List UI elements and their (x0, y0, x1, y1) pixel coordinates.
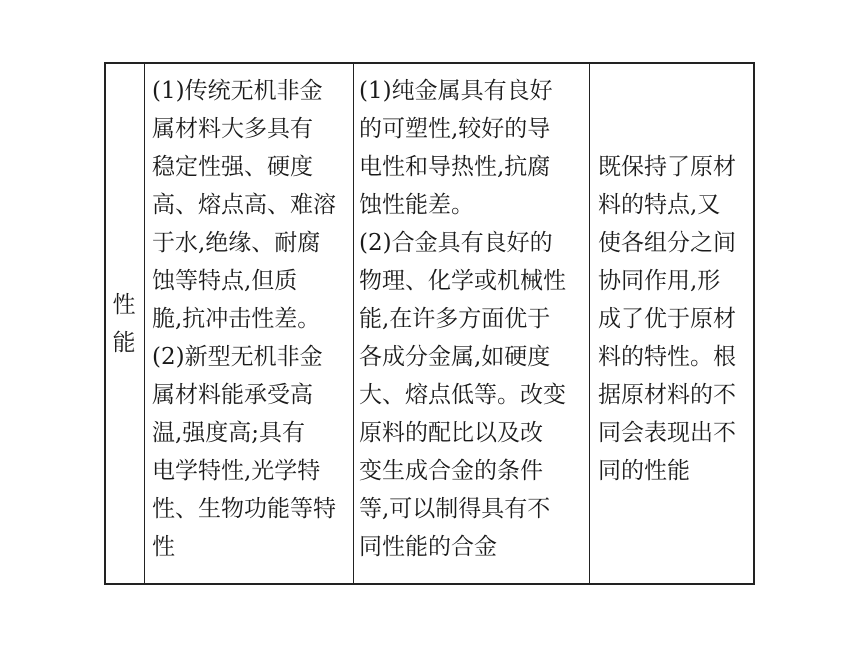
text-line: 性、生物功能等特 (152, 496, 336, 522)
text-line: 于水,绝缘、耐腐 (152, 230, 321, 256)
text-line: 据原材料的不 (598, 382, 736, 408)
text-line: 各成分金属,如硬度 (359, 344, 551, 370)
text-line: 成了优于原材 (598, 306, 736, 332)
col-divider-2 (353, 62, 354, 585)
text-line: (1)传统无机非金 (152, 78, 323, 104)
table-right-border (753, 62, 755, 585)
text-line: 温,强度高;具有 (152, 420, 306, 446)
text-line: 脆,抗冲击性差。 (152, 306, 321, 332)
text-line: 同性能的合金 (359, 534, 497, 560)
text-line: 物理、化学或机械性 (359, 268, 566, 294)
table-top-border (104, 62, 755, 64)
properties-table (104, 62, 755, 585)
text-line: 大、熔点低等。改变 (359, 382, 566, 408)
text-line: 电性和导热性,抗腐 (359, 154, 551, 180)
text-line: 既保持了原材 (598, 154, 736, 180)
text-line: 原料的配比以及改 (359, 420, 543, 446)
text-line: 高、熔点高、难溶 (152, 192, 336, 218)
text-line: 属材料大多具有 (152, 116, 313, 142)
text-line: 属材料能承受高 (152, 382, 313, 408)
cell-inorganic-materials (152, 72, 348, 566)
col-divider-1 (144, 62, 145, 585)
text-line: 料的特性。根 (598, 344, 736, 370)
text-line: 性 (152, 534, 175, 560)
text-line: 协同作用,形 (598, 268, 721, 294)
text-line: 变生成合金的条件 (359, 458, 543, 484)
text-line: 料的特点,又 (598, 192, 721, 218)
col-divider-3 (589, 62, 590, 585)
text-line: (2)合金具有良好的 (359, 230, 553, 256)
text-line: 能,在许多方面优于 (359, 306, 551, 332)
text-line: 等,可以制得具有不 (359, 496, 551, 522)
row-label-char-1: 性 (112, 291, 136, 318)
row-label (104, 62, 144, 585)
text-line: (1)纯金属具有良好 (359, 78, 553, 104)
cell-metal-materials (359, 72, 587, 566)
text-line: (2)新型无机非金 (152, 344, 323, 370)
text-line: 的可塑性,较好的导 (359, 116, 551, 142)
cell-composite-materials (598, 148, 750, 490)
text-line: 同会表现出不 (598, 420, 736, 446)
table-bottom-border (104, 583, 755, 585)
text-line: 同的性能 (598, 458, 690, 484)
row-label-char-2: 能 (112, 329, 136, 356)
text-line: 蚀性能差。 (359, 192, 474, 218)
text-line: 电学特性,光学特 (152, 458, 321, 484)
text-line: 稳定性强、硬度 (152, 154, 313, 180)
text-line: 使各组分之间 (598, 230, 736, 256)
text-line: 蚀等特点,但质 (152, 268, 298, 294)
